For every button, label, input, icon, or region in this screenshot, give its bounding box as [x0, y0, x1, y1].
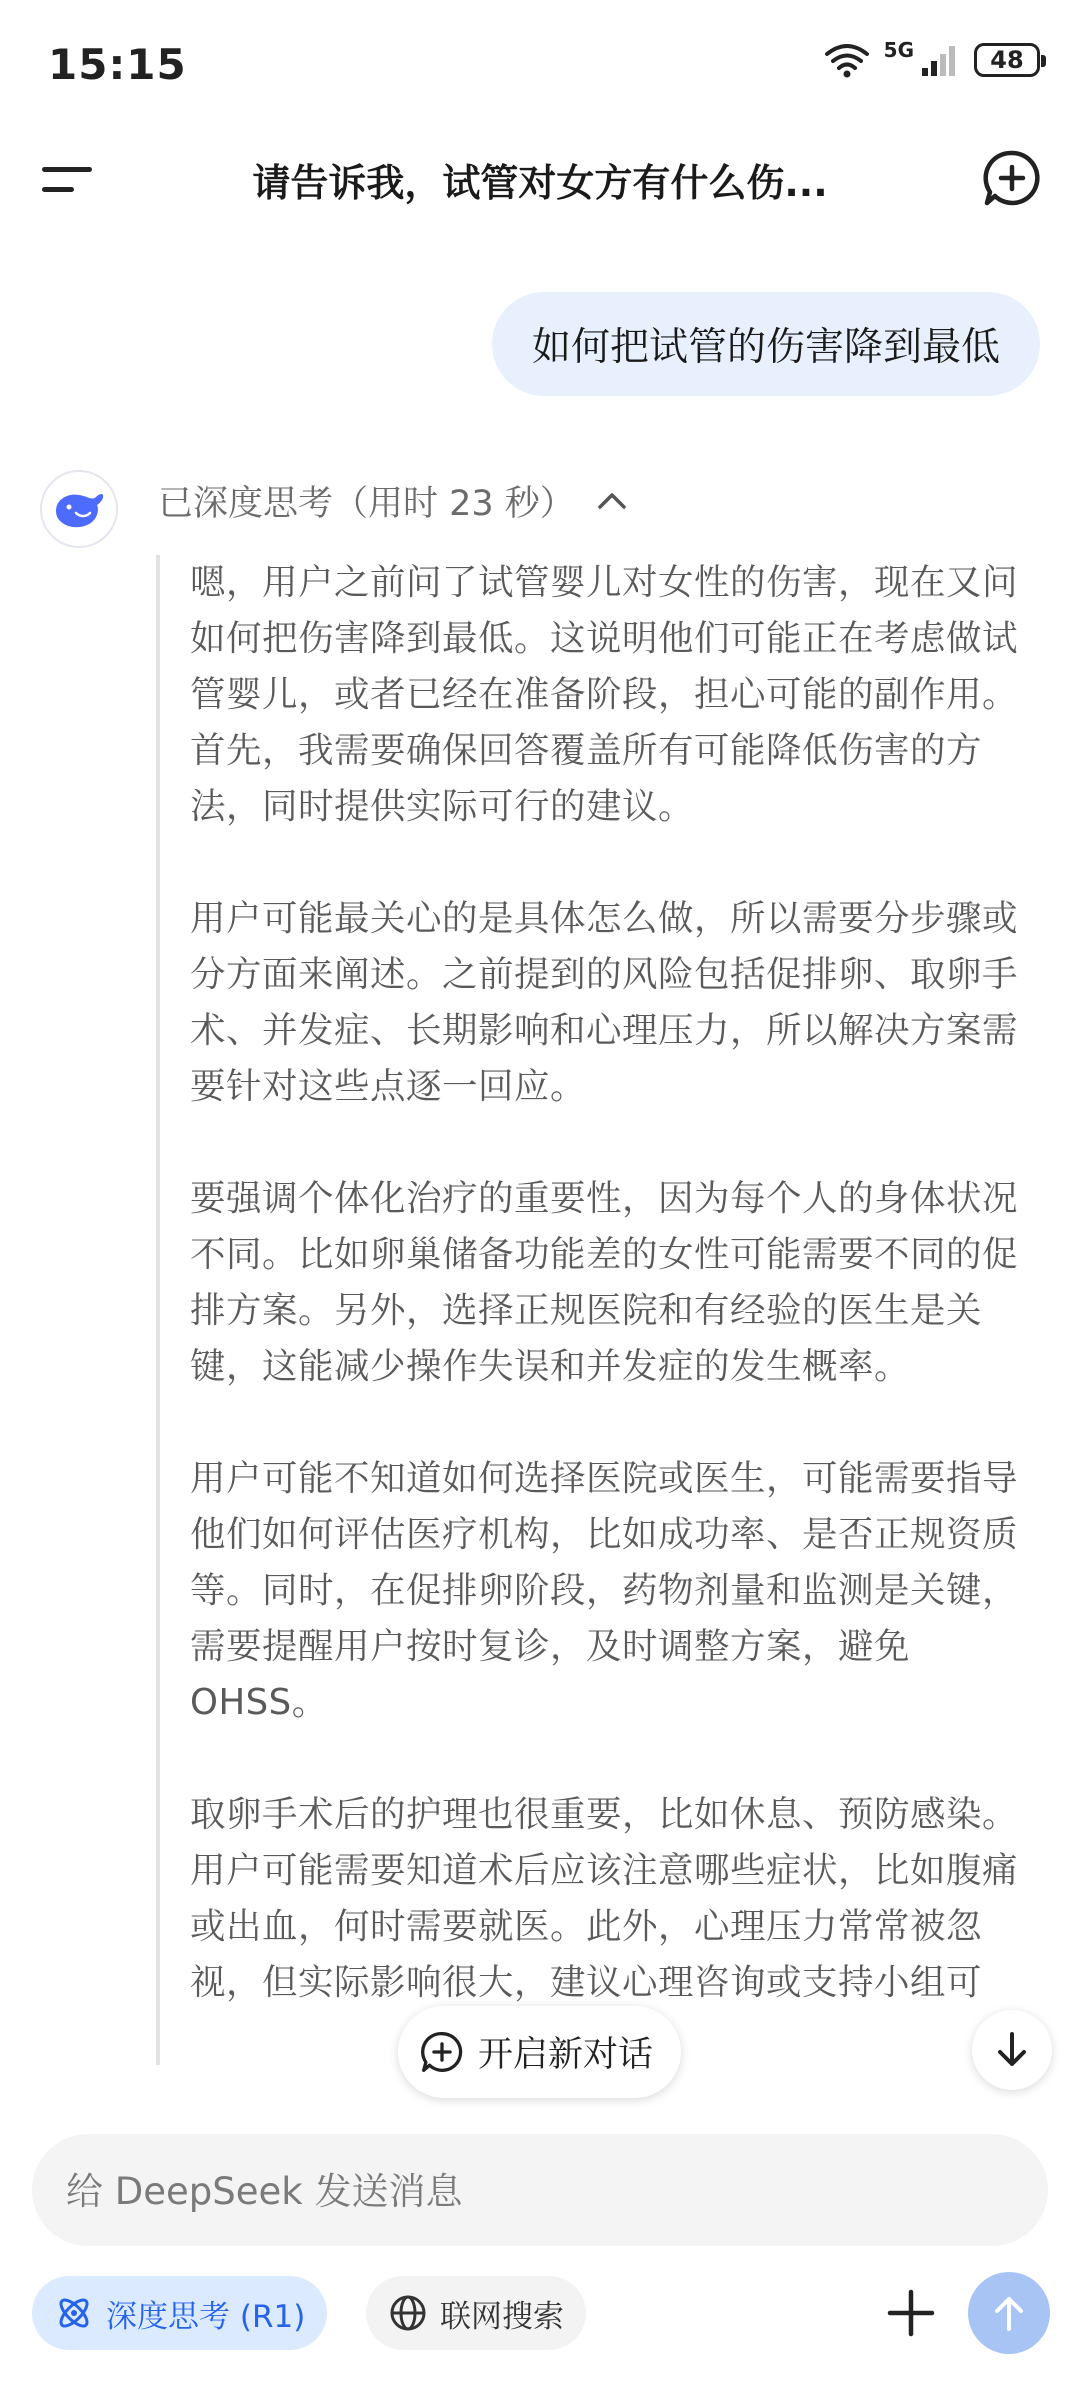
web-search-toggle[interactable] [366, 2276, 586, 2350]
deep-think-label: 深度思考 (R1) [106, 2298, 306, 2335]
scroll-to-bottom-button[interactable] [972, 2010, 1052, 2090]
message-input[interactable] [64, 2134, 1018, 2248]
globe-icon [388, 2293, 428, 2333]
thinking-paragraph: 用户可能最关心的是具体怎么做，所以需要分步骤或分方面来阐述。之前提到的风险包括促排卵、取卵手术、并发症、长期影响和心理压力，所以解决方案需要针对这些点逐一回应。 [190, 898, 1019, 1107]
user-message-text: 如何把试管的伤害降到最低 [531, 325, 1000, 370]
wifi-icon [824, 42, 870, 78]
new-chat-icon [420, 2030, 464, 2074]
chevron-up-icon [597, 491, 627, 511]
new-chat-button[interactable] [982, 148, 1042, 208]
thinking-paragraph: 要强调个体化治疗的重要性，因为每个人的身体状况不同。比如卵巢储备功能差的女性可能需要不同的促排方案。另外，选择正规医院和有经验的医生是关键，这能减少操作失误和并发症的发生概率。 [190, 1178, 1019, 1387]
battery-level: 48 [990, 46, 1024, 74]
start-new-chat-button[interactable] [398, 2006, 681, 2098]
atom-icon [54, 2293, 94, 2333]
page-title: 请告诉我，试管对女方有什么伤... [252, 161, 828, 205]
message-input-container [32, 2134, 1048, 2246]
network-type-label: 5G [883, 38, 914, 62]
web-search-label: 联网搜索 [440, 2298, 564, 2335]
thinking-content [156, 555, 1024, 2065]
signal-icon [920, 42, 960, 78]
deep-think-toggle[interactable] [32, 2276, 327, 2350]
status-icons [824, 38, 1040, 78]
user-message-bubble [492, 292, 1040, 396]
deepseek-avatar [40, 470, 118, 548]
whale-logo-icon [52, 487, 106, 531]
thinking-paragraph: 嗯，用户之前问了试管婴儿对女性的伤害，现在又问如何把伤害降到最低。这说明他们可能正在考虑做试管婴儿，或者已经在准备阶段，担心可能的副作用。首先，我需要确保回答覆盖所有可能降低伤害的方法，同时提供实际可行的建议。 [190, 562, 1019, 827]
plus-icon [886, 2288, 936, 2338]
header [0, 130, 1080, 230]
send-button[interactable] [968, 2272, 1050, 2354]
attach-button[interactable] [878, 2280, 944, 2346]
status-time: 15:15 [48, 40, 187, 89]
arrow-up-icon [991, 2293, 1027, 2333]
thinking-paragraph: 用户可能不知道如何选择医院或医生，可能需要指导他们如何评估医疗机构，比如成功率、是否正规资质等。同时，在促排卵阶段，药物剂量和监测是关键，需要提醒用户按时复诊，及时调整方案，避免OHSS。 [190, 1458, 1019, 1723]
battery-icon [974, 43, 1040, 77]
thinking-paragraph: 取卵手术后的护理也很重要，比如休息、预防感染。用户可能需要知道术后应该注意哪些症状，比如腹痛或出血，何时需要就医。此外，心理压力常常被忽视，但实际影响很大，建议心理咨询或支持小组可 [190, 1794, 1019, 2003]
thinking-toggle[interactable] [158, 476, 627, 526]
arrow-down-icon [994, 2030, 1030, 2070]
menu-button[interactable] [40, 155, 96, 205]
menu-icon [40, 155, 96, 205]
new-chat-icon [982, 148, 1042, 208]
thinking-label: 已深度思考（用时 23 秒） [158, 484, 575, 524]
start-new-chat-label: 开启新对话 [478, 2035, 654, 2075]
status-bar [0, 0, 1080, 130]
